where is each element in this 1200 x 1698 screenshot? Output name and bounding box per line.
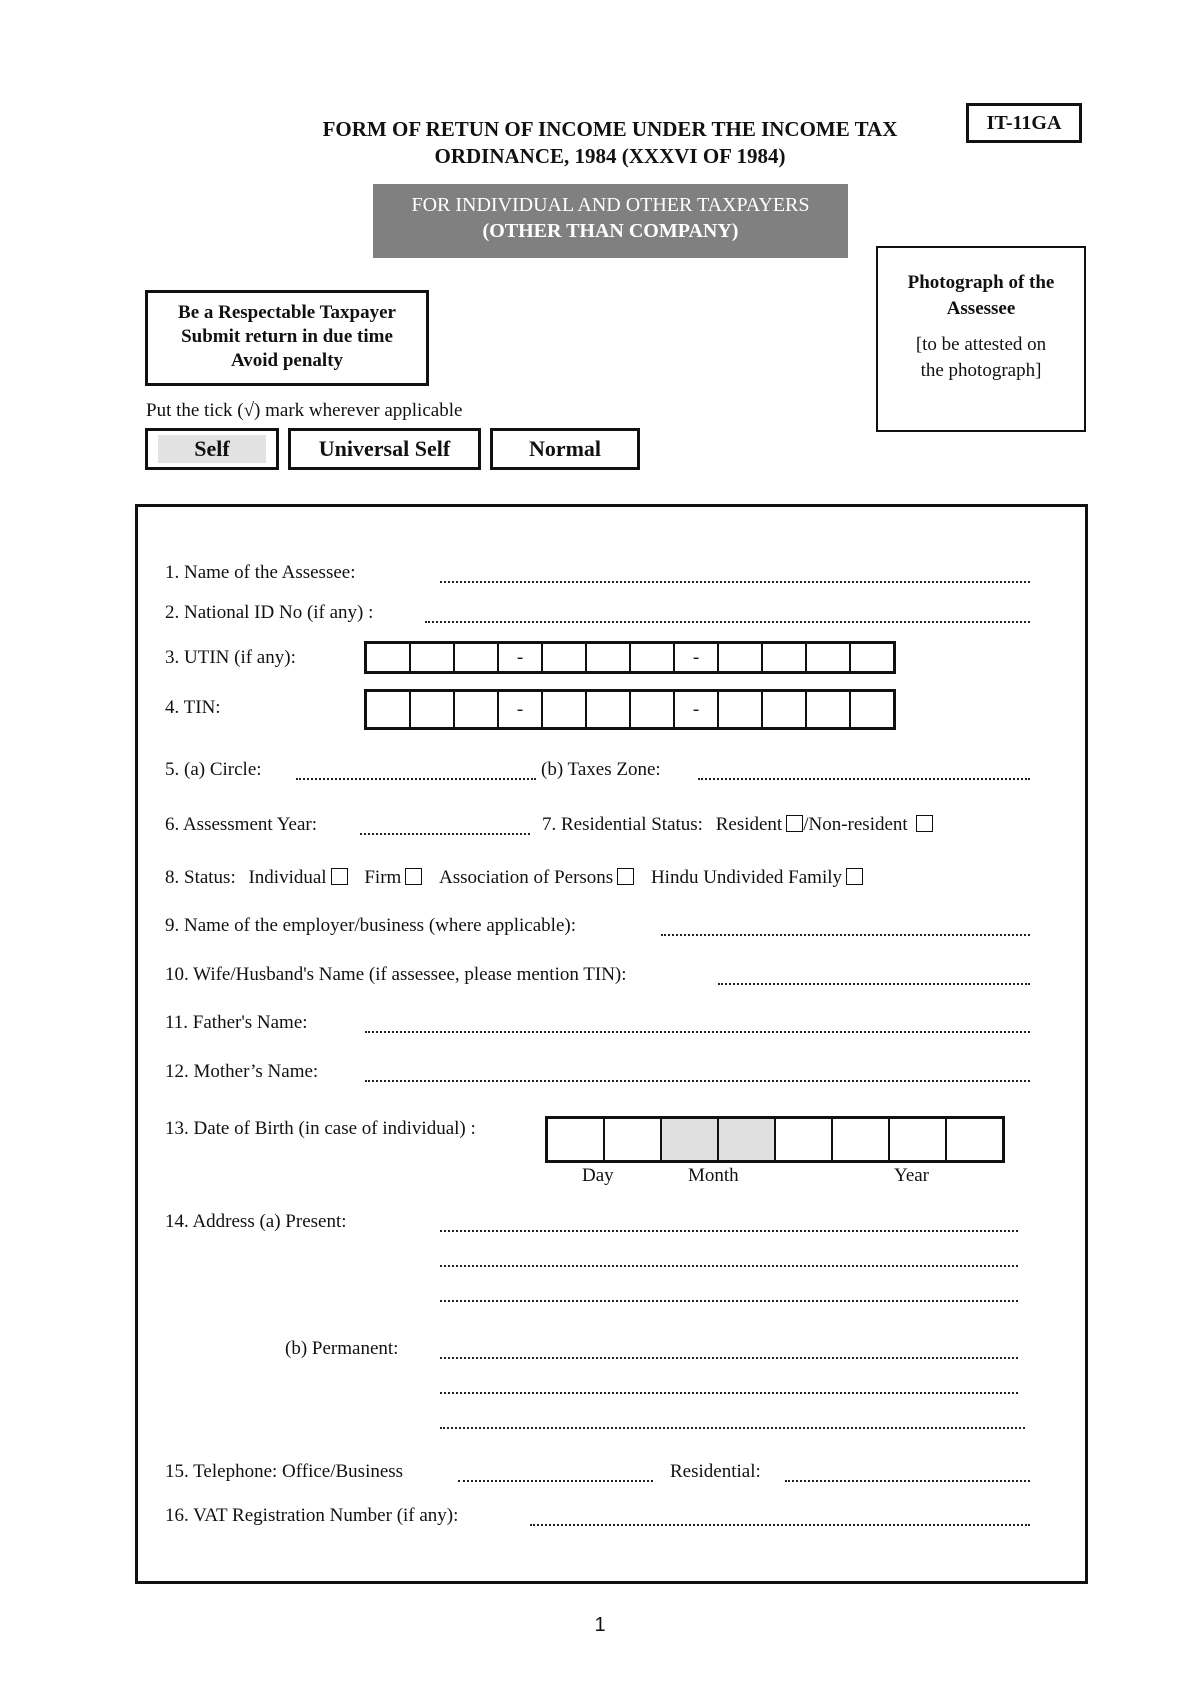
spouse-field[interactable] — [718, 981, 1030, 985]
banner-line1: FOR INDIVIDUAL AND OTHER TAXPAYERS — [411, 194, 810, 216]
aop-checkbox[interactable] — [617, 868, 634, 885]
employer-field[interactable] — [661, 932, 1030, 936]
present-address-line3[interactable] — [440, 1298, 1018, 1302]
label-assessment-year: 6. Assessment Year: — [165, 814, 318, 835]
dob-day-label: Day — [582, 1165, 614, 1186]
label-mother: 12. Mother’s Name: — [165, 1061, 319, 1082]
photo-title: Photograph of the Assessee — [907, 272, 1055, 319]
label-utin: 3. UTIN (if any): — [165, 647, 296, 668]
dob-boxes[interactable] — [545, 1116, 1005, 1163]
label-present-address: 14. Address (a) Present: — [165, 1211, 347, 1232]
label-permanent-address: (b) Permanent: — [285, 1338, 399, 1359]
label-spouse: 10. Wife/Husband's Name (if assessee, please mention TIN): — [165, 964, 627, 985]
vat-field[interactable] — [530, 1522, 1030, 1526]
present-address-line2[interactable] — [440, 1263, 1018, 1267]
resident-checkbox[interactable] — [786, 815, 803, 832]
label-dob: 13. Date of Birth (in case of individual) : — [165, 1118, 476, 1139]
banner-line2: (OTHER THAN COMPANY) — [482, 220, 739, 242]
individual-checkbox[interactable] — [331, 868, 348, 885]
non-resident-checkbox[interactable] — [916, 815, 933, 832]
return-type-self[interactable]: Self — [145, 428, 279, 470]
assessee-details-panel — [135, 504, 1088, 1584]
mother-field[interactable] — [365, 1078, 1030, 1082]
photograph-box[interactable] — [876, 246, 1086, 432]
photo-note: [to be attested on the photograph] — [915, 334, 1047, 381]
tick-instruction: Put the tick (√) mark wherever applicable — [146, 400, 463, 421]
dob-year-label: Year — [894, 1165, 930, 1186]
label-telephone-office: 15. Telephone: Office/Business — [165, 1461, 404, 1482]
permanent-address-line2[interactable] — [440, 1390, 1018, 1394]
residential-status-row: 7. Residential Status: Resident /Non-resident — [542, 814, 937, 836]
label-national-id: 2. National ID No (if any) : — [165, 602, 374, 623]
label-telephone-residential: Residential: — [670, 1461, 761, 1482]
slogan-box: Be a Respectable Taxpayer Submit return in due time Avoid penalty — [145, 290, 429, 386]
utin-boxes[interactable]: - - — [364, 641, 896, 674]
taxes-zone-field[interactable] — [698, 776, 1030, 780]
national-id-field[interactable] — [425, 619, 1030, 623]
name-field[interactable] — [440, 579, 1030, 583]
label-circle: 5. (a) Circle: — [165, 759, 262, 780]
firm-checkbox[interactable] — [405, 868, 422, 885]
label-tin: 4. TIN: — [165, 697, 221, 718]
dob-month-label: Month — [688, 1165, 739, 1186]
form-title-line1: FORM OF RETUN OF INCOME UNDER THE INCOME TAX — [322, 117, 898, 141]
return-type-universal-self[interactable]: Universal Self — [288, 428, 481, 470]
permanent-address-line3[interactable] — [440, 1425, 1025, 1429]
form-code-badge: IT-11GA — [966, 103, 1082, 143]
form-title-line2: ORDINANCE, 1984 (XXXVI OF 1984) — [434, 144, 786, 168]
present-address-line1[interactable] — [440, 1228, 1018, 1232]
telephone-residential-field[interactable] — [785, 1478, 1030, 1482]
father-field[interactable] — [365, 1029, 1030, 1033]
label-name: 1. Name of the Assessee: — [165, 562, 356, 583]
label-vat: 16. VAT Registration Number (if any): — [165, 1505, 459, 1526]
label-taxes-zone: (b) Taxes Zone: — [541, 759, 661, 780]
label-employer: 9. Name of the employer/business (where applicable): — [165, 915, 576, 936]
status-row: 8. Status: Individual Firm Association of Persons Hindu Undivided Family — [165, 867, 867, 889]
assessment-year-field[interactable] — [360, 831, 530, 835]
page-number: 1 — [594, 1614, 606, 1636]
permanent-address-line1[interactable] — [440, 1355, 1018, 1359]
form-title — [260, 116, 960, 170]
return-type-normal[interactable]: Normal — [490, 428, 640, 470]
tin-boxes[interactable]: - - — [364, 689, 896, 730]
telephone-office-field[interactable] — [458, 1478, 653, 1482]
circle-field[interactable] — [296, 776, 536, 780]
label-father: 11. Father's Name: — [165, 1012, 308, 1033]
taxpayer-category-banner — [373, 184, 848, 258]
huf-checkbox[interactable] — [846, 868, 863, 885]
